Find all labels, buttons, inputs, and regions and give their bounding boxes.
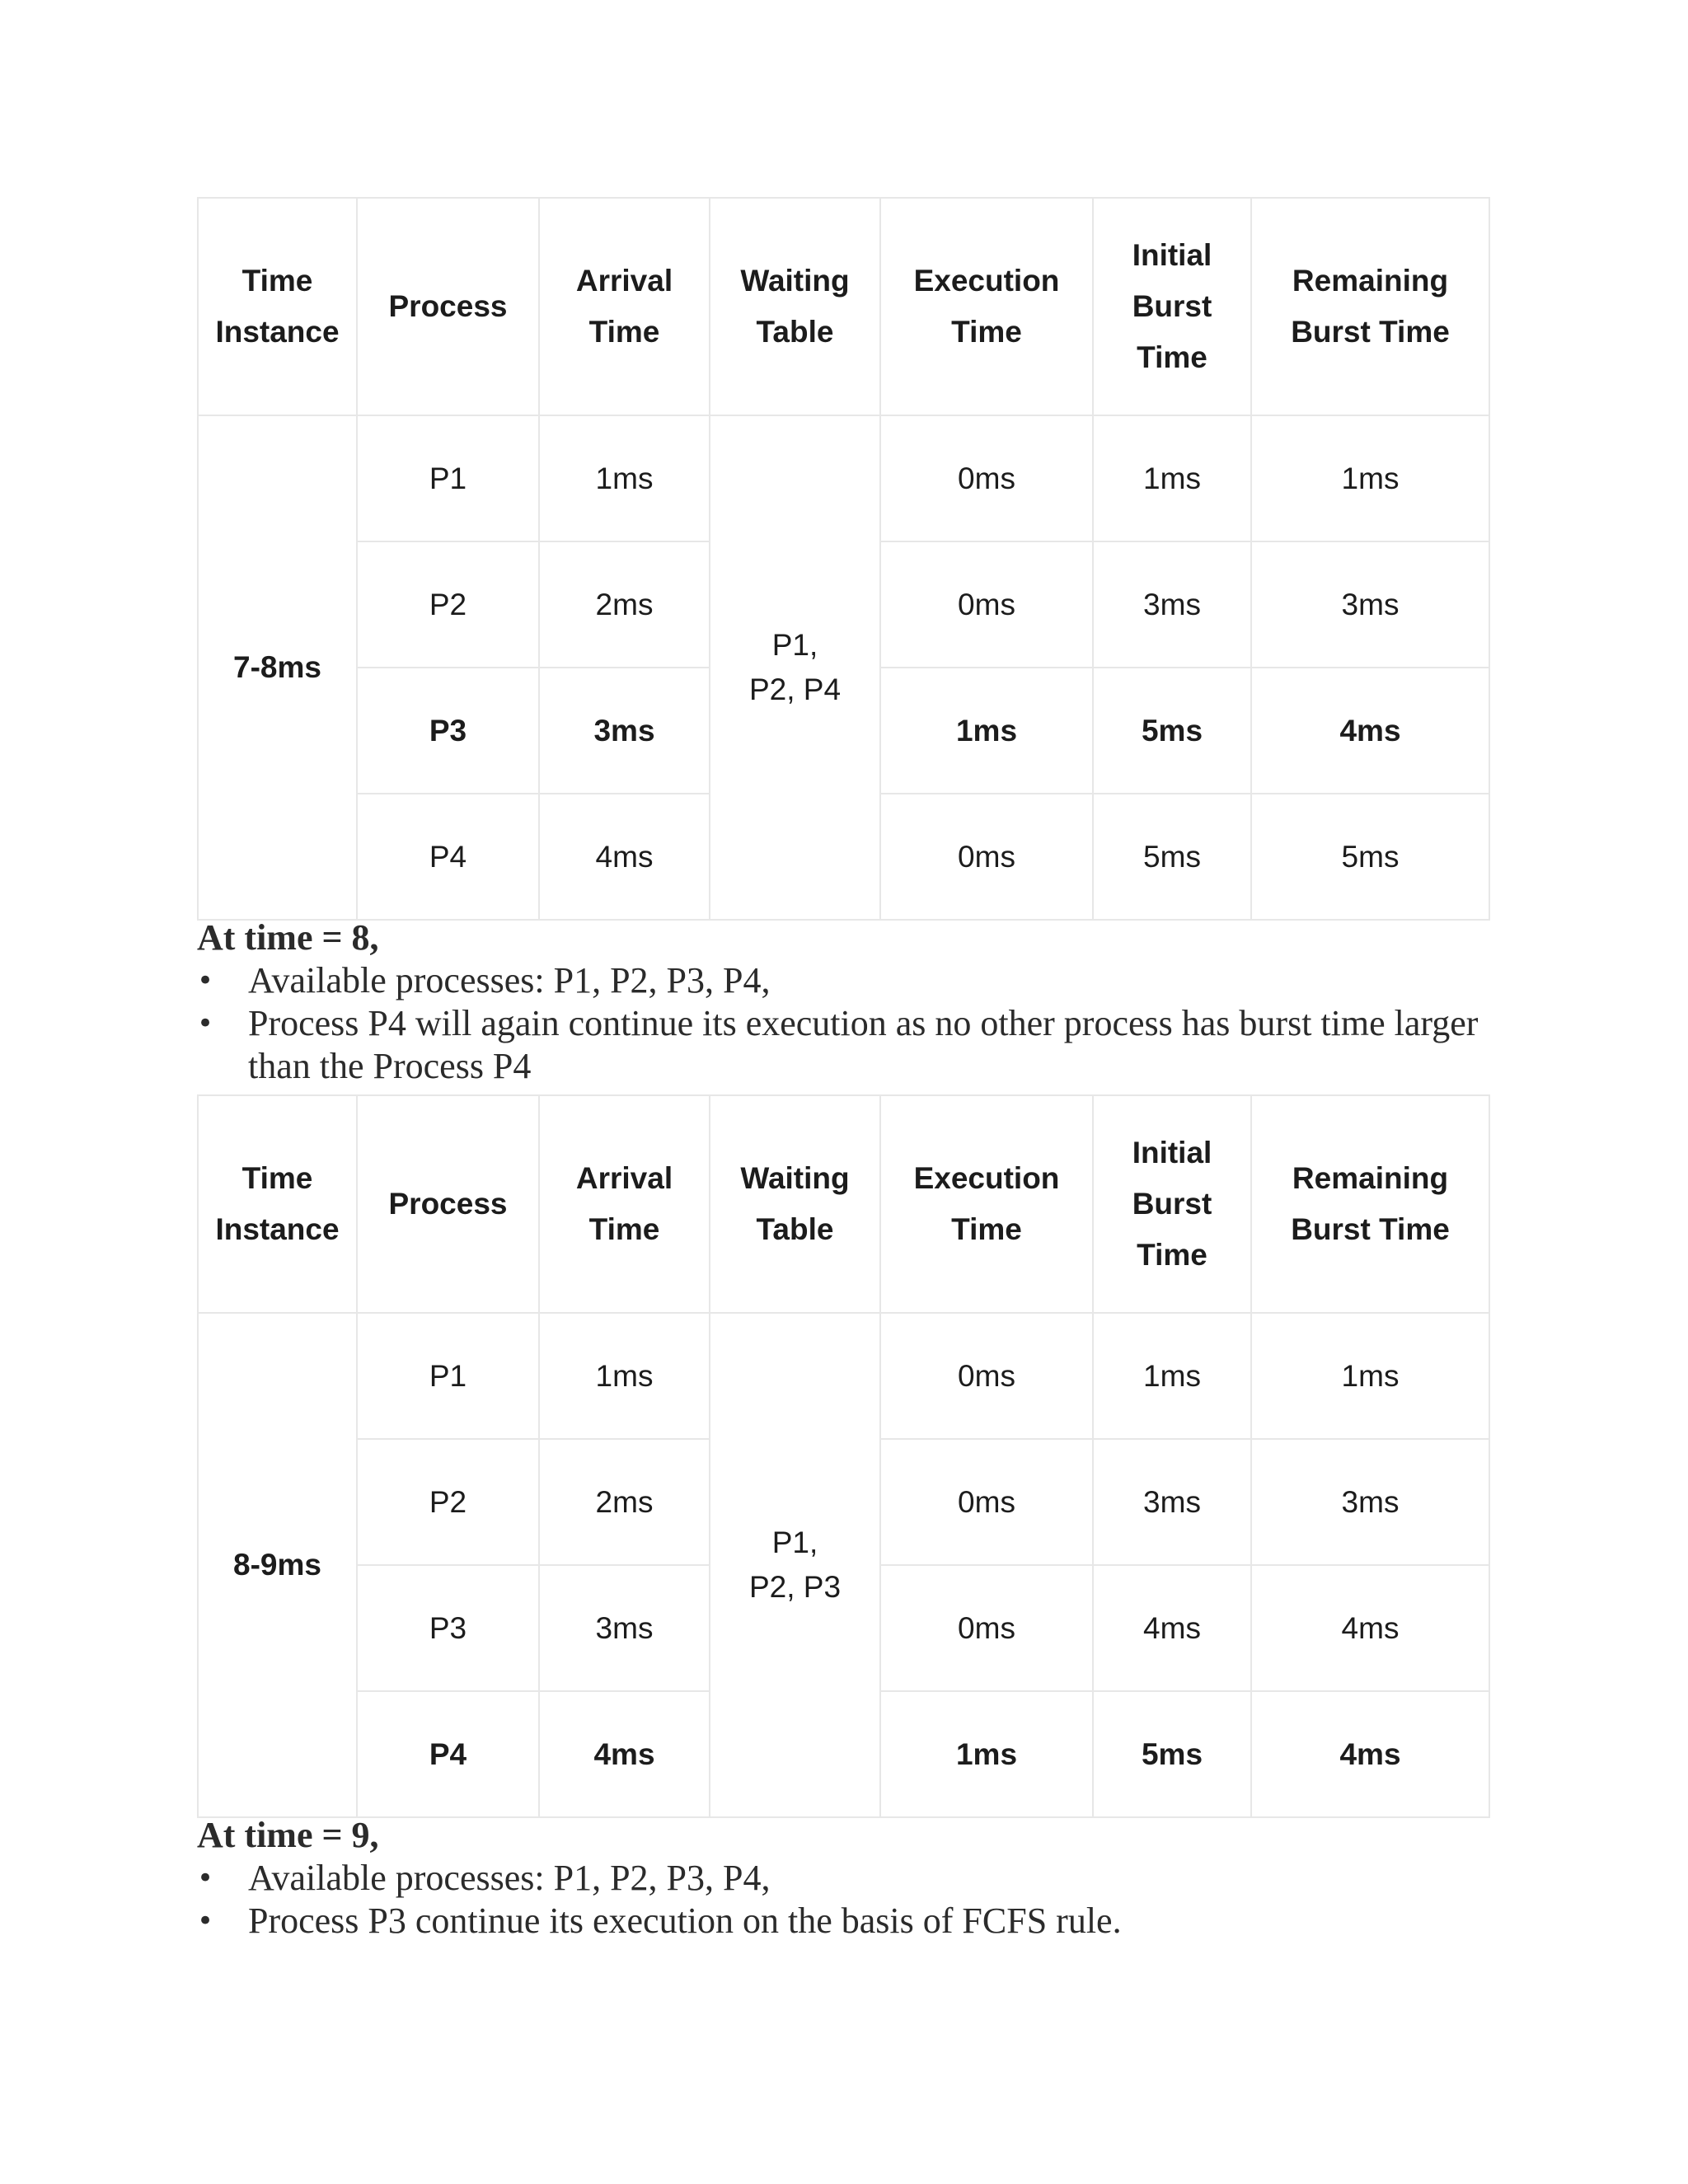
time-8-notes <box>197 916 1489 1088</box>
initial-burst-cell: 5ms <box>1093 1691 1251 1817</box>
table-row <box>198 415 1489 541</box>
arrival-cell: 2ms <box>539 541 710 668</box>
header-time-instance: Time Instance <box>198 198 357 415</box>
process-table-1 <box>197 197 1489 921</box>
process-cell: P1 <box>357 1313 539 1439</box>
initial-burst-cell: 1ms <box>1093 1313 1251 1439</box>
remaining-burst-cell: 5ms <box>1251 794 1489 920</box>
time-instance-cell: 7-8ms <box>198 415 357 920</box>
arrival-cell: 4ms <box>539 794 710 920</box>
process-cell: P4 <box>357 794 539 920</box>
remaining-burst-cell: 1ms <box>1251 1313 1489 1439</box>
header-row <box>198 1095 1489 1313</box>
remaining-burst-cell: 4ms <box>1251 1565 1489 1691</box>
process-cell: P3 <box>357 1565 539 1691</box>
header-waiting-table: Waiting Table <box>710 1095 880 1313</box>
waiting-table-text: P1, P2, P4 <box>748 628 842 706</box>
execution-cell: 0ms <box>880 794 1093 920</box>
waiting-table-cell <box>710 1313 880 1817</box>
time-instance-cell: 8-9ms <box>198 1313 357 1817</box>
time-9-notes <box>197 1814 1489 1943</box>
execution-cell: 1ms <box>880 668 1093 794</box>
list-item: • Available processes: P1, P2, P3, P4, <box>197 959 1489 1002</box>
arrival-cell: 3ms <box>539 1565 710 1691</box>
process-cell: P2 <box>357 541 539 668</box>
execution-cell: 1ms <box>880 1691 1093 1817</box>
arrival-cell: 1ms <box>539 1313 710 1439</box>
header-execution-time: Execution Time <box>880 1095 1093 1313</box>
execution-cell: 0ms <box>880 1313 1093 1439</box>
arrival-cell: 3ms <box>539 668 710 794</box>
notes-heading: At time = 8, <box>197 917 379 958</box>
arrival-cell: 4ms <box>539 1691 710 1817</box>
initial-burst-cell: 3ms <box>1093 1439 1251 1565</box>
header-waiting-table: Waiting Table <box>710 198 880 415</box>
waiting-table-cell <box>710 415 880 920</box>
notes-list <box>197 1857 1489 1943</box>
header-process: Process <box>357 1095 539 1313</box>
header-arrival-time: Arrival Time <box>539 198 710 415</box>
arrival-cell: 2ms <box>539 1439 710 1565</box>
header-remaining-burst-time: Remaining Burst Time <box>1251 1095 1489 1313</box>
execution-cell: 0ms <box>880 541 1093 668</box>
header-initial-burst-time: Initial Burst Time <box>1093 198 1251 415</box>
process-cell: P1 <box>357 415 539 541</box>
execution-cell: 0ms <box>880 1565 1093 1691</box>
list-item: • Process P4 will again continue its execution as no other process has burst time larger than the Process P4 <box>197 1002 1489 1088</box>
waiting-table-text: P1, P2, P3 <box>748 1526 842 1604</box>
remaining-burst-cell: 3ms <box>1251 1439 1489 1565</box>
initial-burst-cell: 5ms <box>1093 668 1251 794</box>
remaining-burst-cell: 1ms <box>1251 415 1489 541</box>
notes-heading: At time = 9, <box>197 1815 379 1855</box>
header-row <box>198 198 1489 415</box>
list-item: • Process P3 continue its execution on the basis of FCFS rule. <box>197 1900 1489 1943</box>
execution-cell: 0ms <box>880 1439 1093 1565</box>
notes-list <box>197 959 1489 1088</box>
initial-burst-cell: 5ms <box>1093 794 1251 920</box>
remaining-burst-cell: 4ms <box>1251 1691 1489 1817</box>
process-cell: P2 <box>357 1439 539 1565</box>
initial-burst-cell: 3ms <box>1093 541 1251 668</box>
initial-burst-cell: 1ms <box>1093 415 1251 541</box>
list-item: • Available processes: P1, P2, P3, P4, <box>197 1857 1489 1900</box>
arrival-cell: 1ms <box>539 415 710 541</box>
initial-burst-cell: 4ms <box>1093 1565 1251 1691</box>
header-execution-time: Execution Time <box>880 198 1093 415</box>
process-cell: P3 <box>357 668 539 794</box>
remaining-burst-cell: 3ms <box>1251 541 1489 668</box>
remaining-burst-cell: 4ms <box>1251 668 1489 794</box>
process-table-2 <box>197 1094 1489 1818</box>
process-cell: P4 <box>357 1691 539 1817</box>
header-time-instance: Time Instance <box>198 1095 357 1313</box>
header-process: Process <box>357 198 539 415</box>
execution-cell: 0ms <box>880 415 1093 541</box>
header-remaining-burst-time: Remaining Burst Time <box>1251 198 1489 415</box>
scheduling-table <box>197 1094 1490 1818</box>
header-arrival-time: Arrival Time <box>539 1095 710 1313</box>
scheduling-table <box>197 197 1490 921</box>
table-row <box>198 1313 1489 1439</box>
header-initial-burst-time: Initial Burst Time <box>1093 1095 1251 1313</box>
